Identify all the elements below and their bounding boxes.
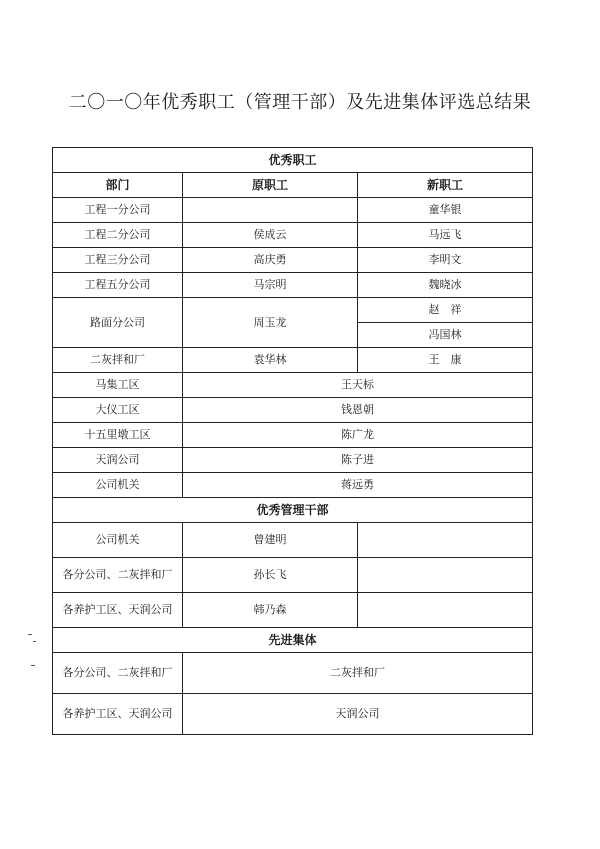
worker-name-cell: 王天标 — [183, 373, 533, 398]
category-cell: 各分公司、二灰拌和厂 — [53, 653, 183, 694]
table-row — [53, 298, 533, 323]
department-cell: 路面分公司 — [53, 298, 183, 348]
section-heading-managers: 优秀管理干部 — [53, 498, 533, 523]
department-cell: 工程三分公司 — [53, 248, 183, 273]
table-row — [53, 398, 533, 423]
new-worker-cell: 王 康 — [358, 348, 533, 373]
table-row — [53, 558, 533, 593]
column-header-new: 新职工 — [358, 173, 533, 198]
department-cell: 工程五分公司 — [53, 273, 183, 298]
department-cell: 各分公司、二灰拌和厂 — [53, 558, 183, 593]
page-title: 二〇一〇年优秀职工（管理干部）及先进集体评选总结果 — [68, 92, 532, 113]
section-heading-collectives: 先进集体 — [53, 628, 533, 653]
column-header-row — [53, 173, 533, 198]
collective-winner-cell: 天润公司 — [183, 694, 533, 735]
section-heading-row — [53, 628, 533, 653]
new-worker-cell: 李明文 — [358, 248, 533, 273]
scan-mark — [31, 665, 35, 666]
worker-name-cell: 钱恩朝 — [183, 398, 533, 423]
table-row — [53, 273, 533, 298]
table-row — [53, 448, 533, 473]
new-worker-cell: 魏晓冰 — [358, 273, 533, 298]
column-header-department: 部门 — [53, 173, 183, 198]
table-row — [53, 348, 533, 373]
department-cell: 二灰拌和厂 — [53, 348, 183, 373]
worker-name-cell: 陈子进 — [183, 448, 533, 473]
manager-extra-cell — [358, 523, 533, 558]
table-row — [53, 248, 533, 273]
manager-extra-cell — [358, 558, 533, 593]
table-row — [53, 523, 533, 558]
results-table — [52, 147, 533, 735]
department-cell: 十五里墩工区 — [53, 423, 183, 448]
original-worker-cell: 高庆勇 — [183, 248, 358, 273]
department-cell: 公司机关 — [53, 523, 183, 558]
new-worker-cell: 童华银 — [358, 198, 533, 223]
section-heading-row — [53, 148, 533, 173]
section-heading-workers: 优秀职工 — [53, 148, 533, 173]
column-header-original: 原职工 — [183, 173, 358, 198]
department-cell: 各养护工区、天润公司 — [53, 593, 183, 628]
manager-name-cell: 孙长飞 — [183, 558, 358, 593]
original-worker-cell: 周玉龙 — [183, 298, 358, 348]
new-worker-cell: 赵 祥 — [358, 298, 533, 323]
category-cell: 各养护工区、天润公司 — [53, 694, 183, 735]
table-row — [53, 373, 533, 398]
section-heading-row — [53, 498, 533, 523]
original-worker-cell: 侯成云 — [183, 223, 358, 248]
table-row — [53, 653, 533, 694]
table-row — [53, 423, 533, 448]
department-cell: 大仪工区 — [53, 398, 183, 423]
department-cell: 工程一分公司 — [53, 198, 183, 223]
worker-name-cell: 蒋远勇 — [183, 473, 533, 498]
manager-name-cell: 曾建明 — [183, 523, 358, 558]
new-worker-cell: 冯国林 — [358, 323, 533, 348]
department-cell: 马集工区 — [53, 373, 183, 398]
scan-mark — [33, 641, 36, 642]
worker-name-cell: 陈广龙 — [183, 423, 533, 448]
table-row — [53, 223, 533, 248]
manager-extra-cell — [358, 593, 533, 628]
original-worker-cell: 袁华林 — [183, 348, 358, 373]
department-cell: 天润公司 — [53, 448, 183, 473]
original-worker-cell: 马宗明 — [183, 273, 358, 298]
department-cell: 公司机关 — [53, 473, 183, 498]
original-worker-cell — [183, 198, 358, 223]
department-cell: 工程二分公司 — [53, 223, 183, 248]
new-worker-cell: 马远飞 — [358, 223, 533, 248]
scan-mark — [28, 634, 32, 635]
table-row — [53, 198, 533, 223]
table-row — [53, 593, 533, 628]
collective-winner-cell: 二灰拌和厂 — [183, 653, 533, 694]
table-row — [53, 694, 533, 735]
table-row — [53, 473, 533, 498]
manager-name-cell: 韩乃森 — [183, 593, 358, 628]
